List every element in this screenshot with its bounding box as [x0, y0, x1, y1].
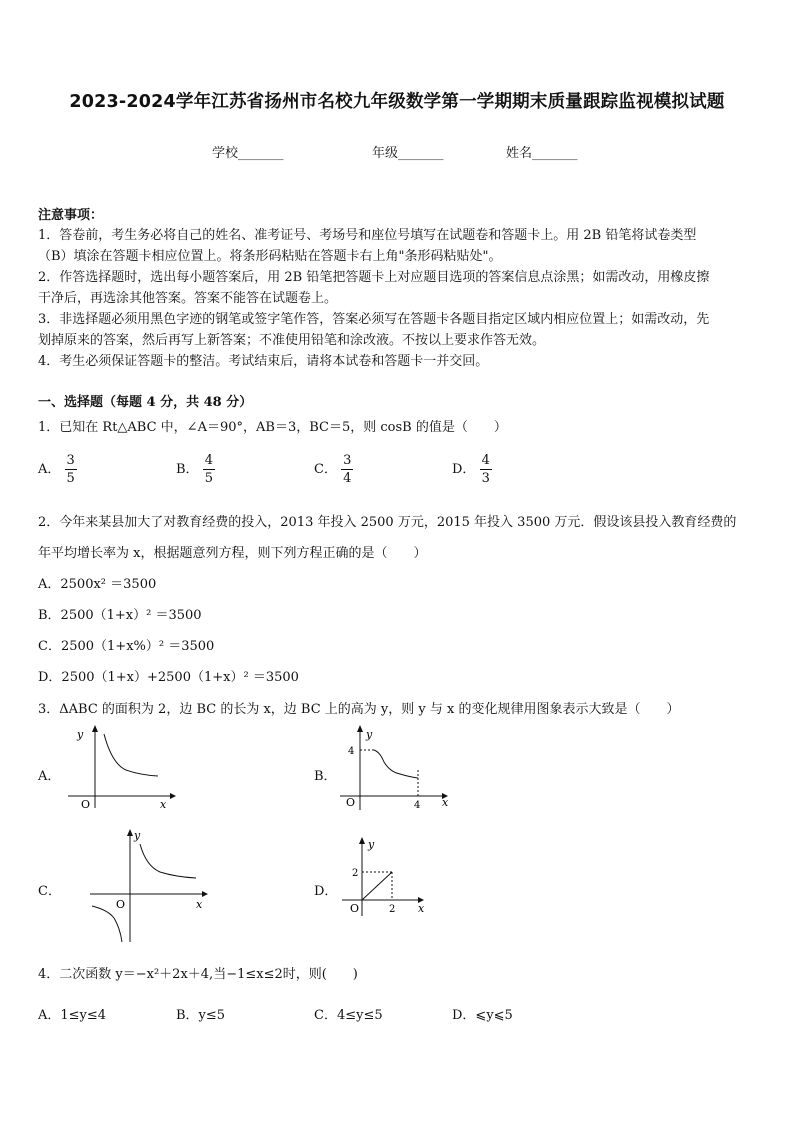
q3-label-b: B． — [314, 769, 337, 784]
notice-line: 1．答卷前，考生务必将自己的姓名、准考证号、考场号和座位号填写在试题卷和答题卡上。用 2B 铅笔将试卷类型 — [38, 228, 697, 243]
option-label: A． — [38, 462, 61, 477]
q2-stem: 2．今年来某县加大了对教育经费的投入，2013 年投入 2500 万元，2015 年投入 3500 万元．假设该县投入教育经费的 — [38, 515, 737, 530]
x-label: x — [418, 902, 425, 915]
curve — [104, 734, 158, 776]
page-title: 2023-2024学年江苏省扬州市名校九年级数学第一学期期末质量跟踪监视模拟试题 — [69, 92, 725, 112]
denominator: 5 — [204, 471, 213, 486]
curve — [374, 750, 418, 778]
option-label: B． — [176, 462, 199, 477]
grade-field: 年级_______ — [372, 146, 444, 161]
x-arrow — [202, 891, 208, 897]
x-label: x — [160, 798, 167, 811]
school-field: 学校_______ — [212, 146, 284, 161]
q1-option-a — [38, 452, 77, 487]
notice-line: 干净后，再选涂其他答案。答案不能答在试题卷上。 — [38, 291, 338, 306]
q4-option-b: B．y≤5 — [176, 1008, 226, 1023]
graph-b — [336, 722, 456, 812]
tick-label: 4 — [348, 746, 355, 757]
tick-label: 2 — [389, 904, 396, 915]
numerator: 4 — [204, 453, 213, 468]
notice-heading: 注意事项： — [38, 208, 104, 223]
x-arrow — [170, 793, 176, 799]
y-label: y — [77, 728, 84, 741]
fraction — [480, 452, 492, 487]
q3-label-d: D． — [314, 884, 338, 899]
denominator: 3 — [481, 471, 490, 486]
q2-option-a: A．2500x² ＝3500 — [38, 577, 157, 592]
option-label: D． — [452, 462, 476, 477]
q1-option-b — [176, 452, 215, 487]
q4-option-a: A．1≤y≤4 — [38, 1008, 107, 1023]
notice-line: 3．非选择题必须用黑色字迹的钢笔或签字笔作答，答案必须写在答题卡各题目指定区域内相应位置上；如需改动，先 — [38, 312, 710, 327]
notice-line: 2．作答选择题时，选出每小题答案后，用 2B 铅笔把答题卡上对应题目选项的答案信息点涂黑；如需改动，用橡皮擦 — [38, 270, 710, 285]
graph-a — [60, 722, 180, 812]
section-heading: 一、选择题（每题 4 分，共 48 分） — [38, 395, 253, 410]
y-label: y — [366, 728, 373, 741]
origin-label: O — [116, 898, 126, 911]
q2-option-d: D．2500（1+x）+2500（1+x）² ＝3500 — [38, 670, 299, 685]
y-arrow — [92, 725, 98, 732]
fraction — [65, 452, 77, 487]
q3-label-a: A． — [38, 769, 61, 784]
q1-option-c — [314, 452, 353, 487]
q3-label-c: C． — [38, 884, 61, 899]
q3-stem: 3．ΔABC 的面积为 2，边 BC 的长为 x，边 BC 上的高为 y，则 y 与 x 的变化规律用图象表示大致是（ ） — [38, 702, 680, 717]
numerator: 4 — [481, 453, 490, 468]
notice-line: （B）填涂在答题卡相应位置上。将条形码粘贴在答题卡右上角"条形码粘贴处"。 — [38, 249, 502, 264]
y-arrow — [359, 837, 365, 844]
option-label: C． — [314, 462, 337, 477]
fraction — [203, 452, 215, 487]
y-arrow — [127, 829, 133, 836]
q2-option-c: C．2500（1+x%）² ＝3500 — [38, 639, 215, 654]
denominator: 5 — [66, 471, 75, 486]
name-field: 姓名_______ — [506, 146, 578, 161]
y-label: y — [134, 829, 141, 842]
graph-d — [336, 836, 436, 920]
y-arrow — [357, 725, 363, 732]
origin-label: O — [81, 798, 91, 811]
curve-lower — [92, 906, 122, 942]
q4-option-d: D．⩽y⩽5 — [452, 1008, 513, 1023]
q1-option-d — [452, 452, 492, 487]
y-label: y — [368, 838, 375, 851]
q1-stem: 1．已知在 Rt△ABC 中，∠A＝90°，AB＝3，BC＝5，则 cosB 的值是（ ） — [38, 420, 507, 435]
q2-option-b: B．2500（1+x）² ＝3500 — [38, 608, 202, 623]
tick-label: 2 — [352, 868, 359, 879]
tick-label: 4 — [414, 800, 421, 811]
graph-c — [84, 826, 214, 944]
origin-label: O — [346, 796, 356, 809]
numerator: 3 — [343, 453, 352, 468]
denominator: 4 — [343, 471, 352, 486]
q4-option-c: C．4≤y≤5 — [314, 1008, 383, 1023]
q2-stem: 年平均增长率为 x，根据题意列方程，则下列方程正确的是（ ） — [38, 546, 427, 561]
q4-stem: 4．二次函数 y＝−x²＋2x＋4,当−1≤x≤2时，则( ) — [38, 967, 358, 982]
notice-line: 4．考生必须保证答题卡的整洁。考试结束后，请将本试卷和答题卡一并交回。 — [38, 354, 489, 369]
line-segment — [362, 872, 392, 900]
curve-upper — [140, 844, 196, 878]
origin-label: O — [350, 902, 360, 915]
fraction — [341, 452, 353, 487]
numerator: 3 — [66, 453, 75, 468]
x-label: x — [196, 898, 203, 911]
notice-line: 划掉原来的答案，然后再写上新答案；不准使用铅笔和涂改液。不按以上要求作答无效。 — [38, 333, 546, 348]
x-label: x — [442, 796, 449, 809]
